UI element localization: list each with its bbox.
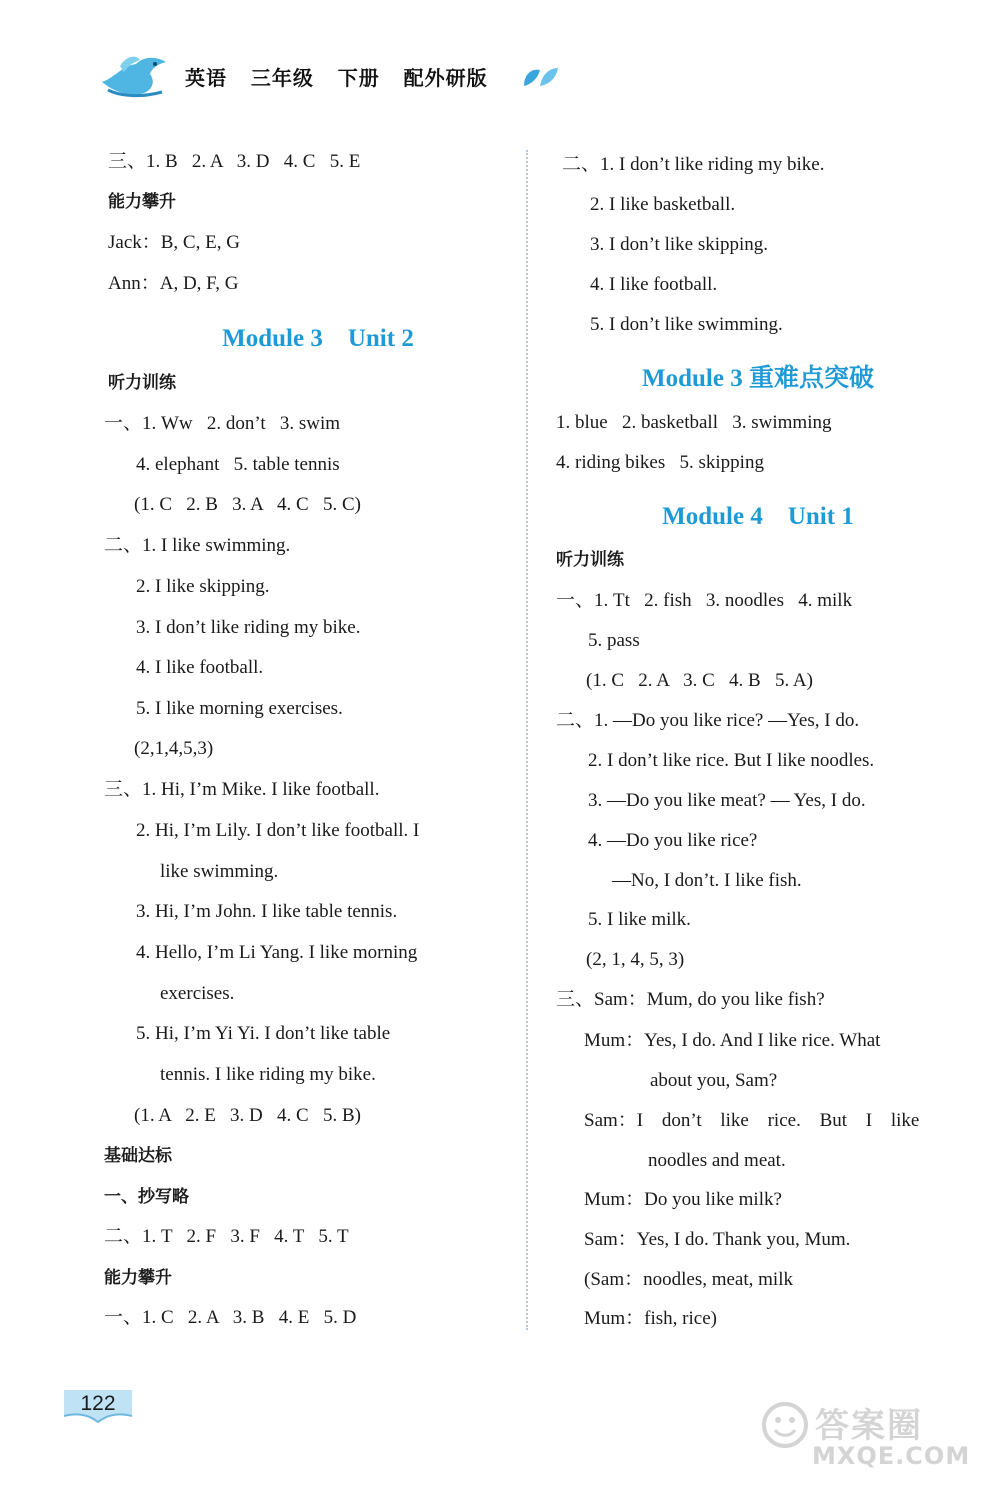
answer-line: 一、1. Ww 2. don’t 3. swim [104, 413, 341, 434]
module-heading: Module 3 Unit 2 [222, 325, 414, 352]
answer-line: (2, 1, 4, 5, 3) [586, 949, 685, 970]
answer-line: 5. pass [588, 630, 640, 651]
section-label: 一、抄写略 [104, 1187, 189, 1207]
answer-line: (Sam：noodles, meat, milk [584, 1269, 793, 1290]
answer-line: 二、1. T 2. F 3. F 4. T 5. T [104, 1226, 349, 1247]
answer-line: 2. I like basketball. [590, 194, 736, 215]
answer-line: 二、1. I don’t like riding my bike. [562, 154, 825, 175]
answer-line: —No, I don’t. I like fish. [612, 870, 802, 891]
answer-line: 4. I like football. [136, 657, 264, 678]
answer-line: 3. I don’t like riding my bike. [136, 617, 361, 638]
answer-line: 4. —Do you like rice? [588, 830, 758, 851]
answer-line: (2,1,4,5,3) [134, 738, 214, 759]
answer-line: 二、1. I like swimming. [104, 535, 291, 556]
book-title: 英语 三年级 下册 配外研版 [185, 66, 488, 90]
module-heading: Module 3 重难点突破 [642, 365, 874, 392]
answer-line: 3. —Do you like meat? — Yes, I do. [588, 790, 866, 811]
section-label: 能力攀升 [108, 192, 176, 212]
answer-line: 2. I like skipping. [136, 576, 270, 597]
section-label: 基础达标 [104, 1146, 172, 1166]
answer-line: 3. I don’t like skipping. [590, 234, 769, 255]
answer-line: Sam：Yes, I do. Thank you, Mum. [584, 1229, 851, 1250]
answer-line: Sam：I don’t like rice. But I like [584, 1110, 920, 1131]
answer-line: tennis. I like riding my bike. [160, 1064, 376, 1085]
answer-line: 二、1. —Do you like rice? —Yes, I do. [556, 710, 860, 731]
section-label: 能力攀升 [104, 1268, 172, 1288]
answer-line: Jack：B, C, E, G [108, 232, 240, 253]
answer-line: 三、1. B 2. A 3. D 4. C 5. E [108, 151, 361, 172]
answer-line: 1. blue 2. basketball 3. swimming [556, 412, 832, 433]
module-heading: Module 4 Unit 1 [662, 503, 854, 530]
page-header [100, 52, 570, 102]
answer-line: 4. riding bikes 5. skipping [556, 452, 764, 473]
answer-line: Mum：Yes, I do. And I like rice. What [584, 1030, 881, 1051]
answer-line: 三、1. Hi, I’m Mike. I like football. [104, 779, 380, 800]
bird-logo-icon [100, 52, 170, 98]
answer-line: exercises. [160, 983, 235, 1004]
watermark-en: MXQE.COM [812, 1442, 971, 1470]
answer-line: 2. I don’t like rice. But I like noodles. [588, 750, 875, 771]
section-label: 听力训练 [556, 550, 624, 570]
answer-line: Mum：Do you like milk? [584, 1189, 782, 1210]
answer-line: (1. C 2. A 3. C 4. B 5. A) [586, 670, 813, 691]
answer-line: 4. Hello, I’m Li Yang. I like morning [136, 942, 418, 963]
answer-line: (1. C 2. B 3. A 4. C 5. C) [134, 494, 361, 515]
answer-line: 5. I don’t like swimming. [590, 314, 783, 335]
answer-line: 3. Hi, I’m John. I like table tennis. [136, 901, 398, 922]
answer-line: Mum：fish, rice) [584, 1308, 717, 1329]
answer-line: 4. I like football. [590, 274, 718, 295]
answer-line: 2. Hi, I’m Lily. I don’t like football. I [136, 820, 420, 841]
smiley-icon [760, 1400, 810, 1450]
watermark [760, 1398, 985, 1478]
watermark-cn: 答案圈 [815, 1406, 923, 1446]
answer-line: Ann：A, D, F, G [108, 273, 239, 294]
section-label: 听力训练 [108, 373, 176, 393]
page-number-badge [62, 1386, 134, 1426]
answer-line: 一、1. C 2. A 3. B 4. E 5. D [104, 1307, 357, 1328]
answer-line: noodles and meat. [648, 1150, 786, 1171]
leaf-icon [520, 64, 560, 90]
answer-line: 一、1. Tt 2. fish 3. noodles 4. milk [556, 590, 853, 611]
answer-line: 5. Hi, I’m Yi Yi. I don’t like table [136, 1023, 391, 1044]
answer-line: 5. I like morning exercises. [136, 698, 343, 719]
column-divider [526, 150, 528, 1330]
answer-line: about you, Sam? [650, 1070, 778, 1091]
answer-line: like swimming. [160, 861, 279, 882]
answer-line: (1. A 2. E 3. D 4. C 5. B) [134, 1105, 361, 1126]
answer-line: 5. I like milk. [588, 909, 691, 930]
answer-line: 4. elephant 5. table tennis [136, 454, 340, 475]
page-number: 122 [80, 1392, 116, 1415]
answer-line: 三、Sam：Mum, do you like fish? [556, 989, 825, 1010]
